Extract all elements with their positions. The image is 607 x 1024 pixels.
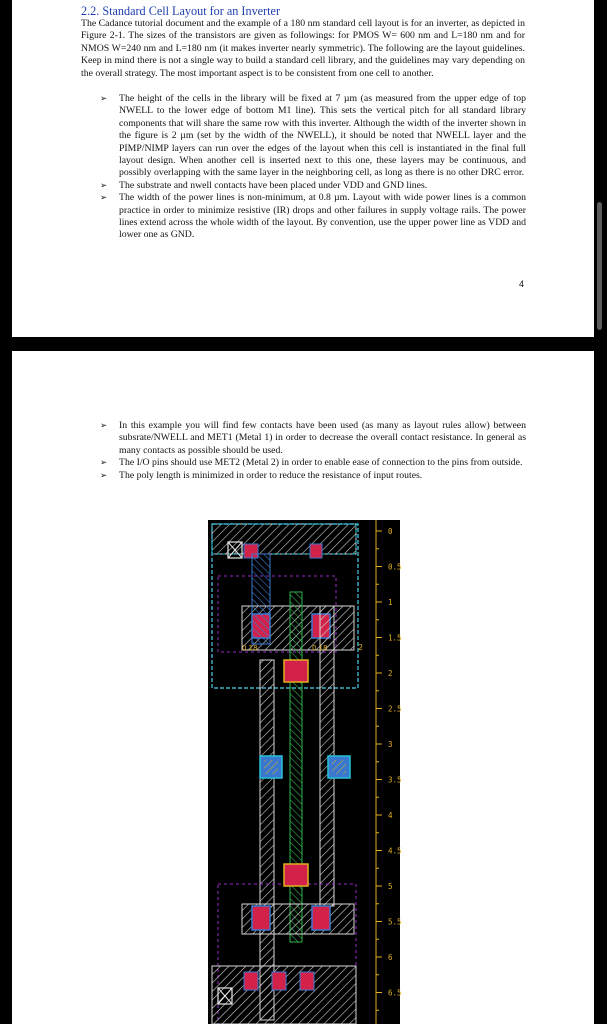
bullet-arrow-icon: ➢ bbox=[100, 470, 108, 481]
list-item: ➢ In this example you will find few contacts have been used (as many as layout rules allow) between subsrate/NWELL and MET1 (Metal 1) in order to decrease the overall contact resistance. In general as many contacts as possible should be used. bbox=[100, 420, 526, 456]
ruler-tick-label: 5.5 bbox=[388, 917, 402, 927]
bullet-arrow-icon: ➢ bbox=[100, 458, 108, 469]
ruler-tick-label: 1.5 bbox=[388, 633, 402, 643]
ruler-tick-label: 3 bbox=[388, 740, 393, 749]
gate-length-label: 0.18 bbox=[242, 644, 258, 652]
intro-paragraph: The Cadance tutorial document and the example of a 180 nm standard cell layout is for an inverter, as depicted in Figure 2-1. The sizes of the transistors are given as followings: for PMOS W= 600 nm and L=180 nm and for NMOS W=240 nm and L=180 nm (it makes inverter nearly symmetric). The following are the layout guidelines. Keep in mind there is not a single way to build a standard cell library, and the guidelines may vary depending on the overall strategy. The most important aspect is to be consistent from one cell to another. bbox=[81, 18, 525, 79]
ruler-tick-label: 2.5 bbox=[388, 704, 402, 714]
nmos-source-contact bbox=[252, 906, 270, 930]
dimension-label: 2 bbox=[358, 643, 364, 652]
ruler-tick-label: 2 bbox=[388, 669, 393, 678]
ruler-tick-label: 1 bbox=[388, 598, 393, 607]
nmos-drain-contact bbox=[312, 906, 330, 930]
layout-background bbox=[208, 520, 400, 1024]
poly-contact bbox=[284, 864, 308, 886]
substrate-contact bbox=[272, 972, 286, 990]
substrate-contact bbox=[244, 972, 258, 990]
section-heading: 2.2. Standard Cell Layout for an Inverter bbox=[81, 4, 280, 18]
vdd-rail bbox=[212, 524, 356, 554]
list-item: ➢ The poly length is minimized in order to reduce the resistance of input routes. bbox=[100, 469, 423, 481]
ruler-tick-label: 3.5 bbox=[388, 775, 402, 785]
bullet-arrow-icon: ➢ bbox=[100, 180, 108, 191]
ruler-tick-label: 0.5 bbox=[388, 562, 402, 572]
document-page-2 bbox=[12, 351, 594, 1024]
gate-length-label: 0.18 bbox=[312, 644, 328, 652]
ruler-tick-label: 4.5 bbox=[388, 846, 402, 856]
substrate-contact bbox=[300, 972, 314, 990]
bullet-arrow-icon: ➢ bbox=[100, 193, 108, 204]
bullet-arrow-icon: ➢ bbox=[100, 421, 108, 431]
document-page-1 bbox=[12, 0, 594, 337]
rail-contact bbox=[310, 544, 322, 558]
list-item: ➢ The substrate and nwell contacts have been placed under VDD and GND lines. bbox=[100, 179, 428, 191]
ruler-tick-label: 6 bbox=[388, 953, 393, 962]
poly-contact bbox=[284, 660, 308, 682]
ruler-tick-label: 6.5 bbox=[388, 988, 402, 998]
ruler-tick-label: 0 bbox=[388, 527, 393, 536]
ruler-tick-label: 4 bbox=[388, 811, 393, 820]
poly-gate bbox=[290, 592, 302, 942]
inverter-layout-figure bbox=[208, 520, 400, 1024]
metal1-source-strap bbox=[252, 554, 270, 644]
bullet-arrow-icon: ➢ bbox=[100, 94, 108, 104]
guidelines-list bbox=[98, 93, 526, 242]
list-item: ➢ The height of the cells in the library will be fixed at 7 µm (as measured from the upper edge of top NWELL to the lower edge of bottom M1 line). This sets the vertical pitch for all standard library components that will share the same row with this inverter. Although the width of the inverter shown in the figure is 2 µm (set by the width of the NWELL), it should be noted that NWELL layer and the PIMP/NIMP layers can run over the edges of the layout when this cell is instantiated in the final full layout design. When another cell is inserted next to this one, these layers may be continuous, and possibly overlapping with the same layer in the neighboring cell, as long as there is no other DRC error. bbox=[100, 93, 526, 179]
ruler-tick-label: 5 bbox=[388, 882, 393, 891]
page-number: 4 bbox=[519, 279, 525, 289]
list-item: ➢ The I/O pins should use MET2 (Metal 2) in order to enable ease of connection to the pins from outside. bbox=[100, 457, 523, 469]
list-item: ➢ The width of the power lines is non-minimum, at 0.8 µm. Layout with wide power lines is a common practice in order to minimize resistive (IR) drops and other failures in supply voltage rails. The power lines extend across the whole width of the layout. By convention, use the upper power line as VDD and lower one as GND. bbox=[100, 192, 526, 241]
guidelines-list-continued bbox=[98, 420, 526, 482]
scrollbar-thumb[interactable] bbox=[597, 202, 602, 330]
